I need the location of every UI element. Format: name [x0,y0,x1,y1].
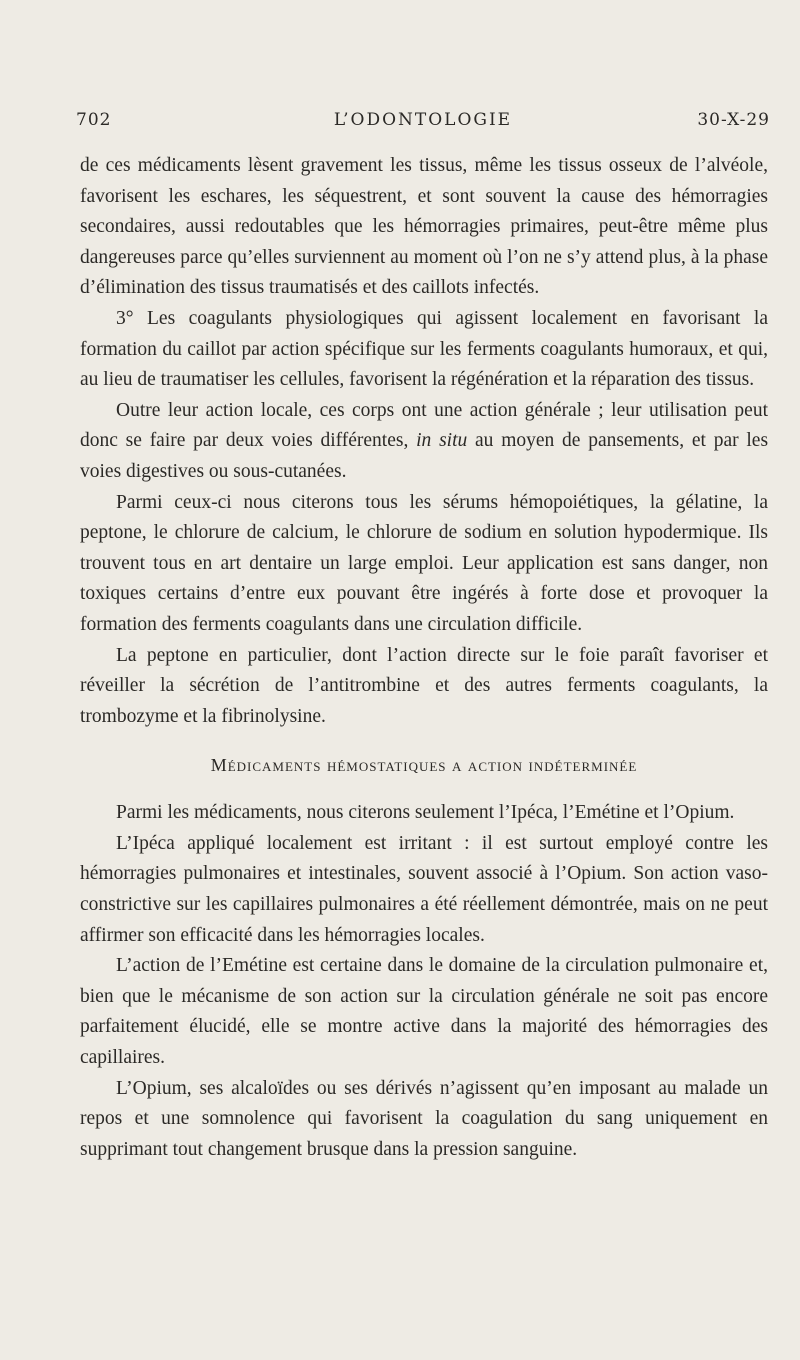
paragraph: L’Ipéca appliqué localement est irritant : il est surtout employé contre les hémorragies pulmonaires et intestinales, souvent associé à l’Opium. Son action vaso-constrictive sur les capillaires pulmonaires a été réellement démontrée, mais on ne peut affirmer son efficacité dans les hémorragies locales. [80,832,768,946]
page-number: 702 [76,110,112,130]
journal-title: L’ODONTOLOGIE [333,110,513,130]
running-head [76,110,770,140]
body-text [80,151,768,1165]
paragraph-text: Outre leur action locale, ces corps ont une action générale ; leur utilisation peut donc se faire par deux voies différentes, [80,399,768,452]
paragraph: 3° Les coagulants physiologiques qui agissent localement en favorisant la formation du caillot par action spécifique sur les ferments coagulants humoraux, et qui, au lieu de traumatiser les cellules, favorisent la régénération et la réparation des tissus. [80,307,768,391]
paragraph: La peptone en particulier, dont l’action directe sur le foie paraît favoriser et réveiller la sécrétion de l’antitrombine et des autres ferments coagulants, la trombozyme et la fibrinolysine. [80,644,768,727]
paragraph-text: moyen de pansements, et par les voies digestives ou sous-cutanées. [80,430,769,482]
paragraph: Parmi ceux-ci nous citerons tous les sérums hémopoiétiques, la gélatine, la peptone, le chlorure de calcium, le chlorure de sodium en solution hypodermique. Ils trouvent tous en art dentaire un large emploi. Leur application est sans danger, non toxiques certains d’entre eux pouvant être ingérés à forte dose et provoquer la formation des ferments coagulants dans une circulation difficile. [80,491,768,635]
paragraph: Parmi les médicaments, nous citerons seulement l’Ipéca, l’Emétine et l’Opium. [116,802,735,824]
italic-term: in situ [416,430,468,452]
paragraph-text: au [467,430,494,452]
paragraph [80,396,768,488]
issue-date: 30-X-29 [697,110,770,130]
section-heading: Médicaments hémostatiques a action indéterminée [210,755,638,776]
paragraph: L’Opium, ses alcaloïdes ou ses dérivés n’agissent qu’en imposant au malade un repos et une somnolence qui favorisent la coagulation du sang uniquement en supprimant tout changement brusque dans la pression sanguine. [80,1077,768,1160]
paragraph: L’action de l’Emétine est certaine dans le domaine de la circulation pulmonaire et, bien que le mécanisme de son action sur la circulation générale ne soit pas encore parfaitement élucidé, elle se montre active dans la majorité des hémorragies des capillaires. [80,955,768,1069]
paragraph: de ces médicaments lèsent gravement les tissus, même les tissus osseux de l’alvéole, favorisent les eschares, les séquestrent, et sont souvent la cause des hémorragies secondaires, aussi redoutables que les hémorragies primaires, peut-être même plus dangereuses parce qu’elles surviennent au moment où l’on ne s’y attend plus, à la phase d’élimination des tissus traumatisés et des caillots infectés. [80,155,768,299]
